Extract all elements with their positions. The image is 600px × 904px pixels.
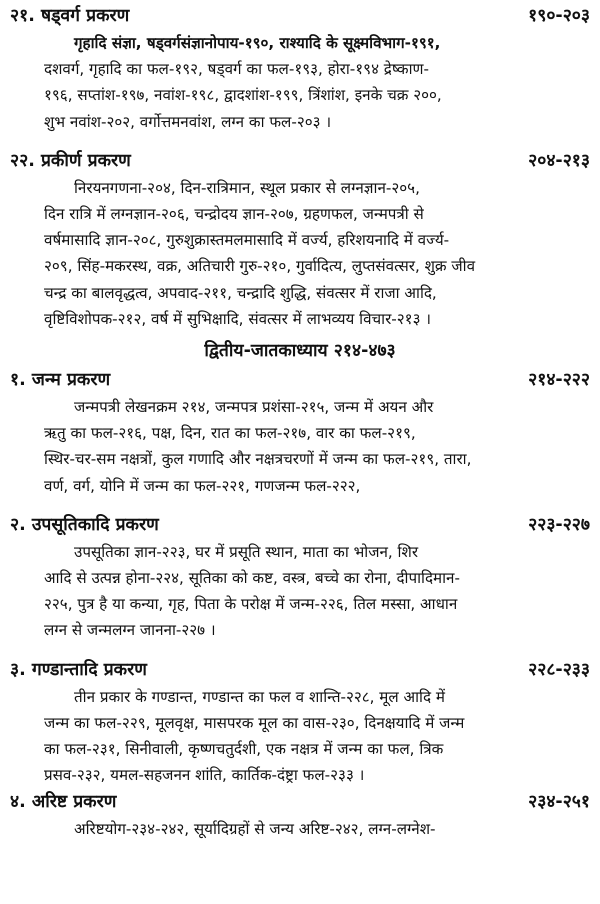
- page-range: २२३-२२७: [528, 514, 590, 535]
- section-text-line: आदि से उत्पन्न होना-२२४, सूतिका को कष्ट, वस्त्र, बच्चे का रोना, दीपादिमान-: [44, 569, 460, 588]
- section-text-line: चन्द्र का बालवृद्धत्व, अपवाद-२११, चन्द्रादि शुद्धि, संवत्सर में राजा आदि,: [44, 283, 437, 302]
- section-title: अरिष्ट प्रकरण: [31, 792, 117, 813]
- page-range: १९०-२०३: [528, 6, 590, 26]
- section-3: [8, 656, 592, 789]
- section-heading: [8, 366, 592, 394]
- section-text-line: उपसूतिका ज्ञान-२२३, घर में प्रसूति स्थान, माता का भोजन, शिर: [74, 542, 419, 561]
- section-heading: [8, 656, 592, 684]
- section-heading: [8, 788, 592, 816]
- section-text-line: गृहादि संज्ञा, षड्वर्गसंज्ञानोपाय-१९०, राश्यादि के सूक्ष्मविभाग-१९१,: [74, 34, 441, 52]
- section-text-line: वृष्टिविशोपक-२१२, वर्ष में सुभिक्षादि, संवत्सर में लाभव्यय विचार-२१३ ।: [44, 309, 432, 328]
- part-heading: द्वितीय-जातकाध्याय २१४-४७३: [204, 341, 396, 362]
- page-range: २३४-२५१: [528, 792, 590, 813]
- section-heading: [8, 511, 592, 539]
- section-text-line: जन्म का फल-२२९, मूलवृक्ष, मासपरक मूल का वास-२३०, दिनक्षयादि में जन्म: [44, 713, 465, 732]
- section-title: जन्म प्रकरण: [31, 370, 111, 391]
- section-text-line: २०९, सिंह-मकरस्थ, वक्र, अतिचारी गुरु-२१०, गुर्वादित्य, लुप्तसंवत्सर, शुक्र जीव: [44, 257, 476, 276]
- section-number: २१.: [10, 6, 35, 26]
- section-heading: [8, 147, 592, 175]
- section-heading: [8, 2, 592, 30]
- section-text-line: निरयनगणना-२०४, दिन-रात्रिमान, स्थूल प्रकार से लग्नज्ञान-२०५,: [74, 178, 420, 197]
- section-text-line: स्थिर-चर-सम नक्षत्रों, कुल गणादि और नक्षत्रचरणों में जन्म का फल-२१९, तारा,: [44, 450, 472, 469]
- page-range: २२८-२३३: [528, 659, 590, 680]
- section-text-line: ऋतु का फल-२१६, पक्ष, दिन, रात का फल-२१७, वार का फल-२१९,: [44, 424, 416, 443]
- section-number: २.: [10, 514, 26, 535]
- page-range: २०४-२१३: [528, 150, 590, 171]
- section-text-line: जन्मपत्री लेखनक्रम २१४, जन्मपत्र प्रशंसा-२१५, जन्म में अयन और: [74, 398, 434, 417]
- section-text-line: २२५, पुत्र है या कन्या, गृह, पिता के परोक्ष में जन्म-२२६, तिल मस्सा, आधान: [44, 595, 458, 614]
- section-title: प्रकीर्ण प्रकरण: [40, 150, 131, 171]
- section-text-line: अरिष्टयोग-२३४-२४२, सूर्यादिग्रहों से जन्य अरिष्ट-२४२, लग्न-लग्नेश-: [74, 820, 436, 839]
- section-text-line: दिन रात्रि में लग्नज्ञान-२०६, चन्द्रोदय ज्ञान-२०७, ग्रहणफल, जन्मपत्री से: [44, 205, 424, 224]
- section-text-line: १९६, सप्तांश-१९७, नवांश-१९८, द्वादशांश-१९९, त्रिंशांश, इनके चक्र २००,: [44, 86, 442, 105]
- section-text-line: लग्न से जन्मलग्न जानना-२२७ ।: [44, 621, 216, 640]
- section-number: ३.: [10, 659, 26, 680]
- section-text-line: वर्षमासादि ज्ञान-२०८, गुरुशुक्रास्तमलमासादि में वर्ज्य, हरिशयनादि में वर्ज्य-: [44, 231, 450, 250]
- section-number: २२.: [10, 150, 35, 171]
- section-text-line: दशवर्ग, गृहादि का फल-१९२, षड्वर्ग का फल-१९३, होरा-१९४ द्रेष्काण-: [44, 60, 429, 79]
- section-title: गण्डान्तादि प्रकरण: [31, 659, 147, 680]
- section-4: [8, 788, 592, 842]
- page-range: २१४-२२२: [528, 370, 590, 391]
- section-text-line: प्रसव-२३२, यमल-सहजनन शांति, कार्तिक-दंष्ट्रा फल-२३३ ।: [44, 766, 365, 785]
- section-number: १.: [10, 370, 26, 391]
- section-22: [8, 147, 592, 332]
- section-text-line: का फल-२३१, सिनीवाली, कृष्णचतुर्दशी, एक नक्षत्र में जन्म का फल, त्रिक: [44, 740, 444, 759]
- section-text-line: तीन प्रकार के गण्डान्त, गण्डान्त का फल व शान्ति-२२८, मूल आदि में: [74, 687, 445, 706]
- section-text-line: शुभ नवांश-२०२, वर्गोत्तमनवांश, लग्न का फल-२०३ ।: [44, 112, 332, 131]
- section-2: [8, 511, 592, 644]
- section-title: उपसूतिकादि प्रकरण: [31, 514, 159, 535]
- section-number: ४.: [10, 792, 26, 813]
- section-1: [8, 366, 592, 499]
- section-text-line: वर्ण, वर्ग, योनि में जन्म का फल-२२१, गणजन्म फल-२२२,: [44, 476, 361, 495]
- section-21: [8, 2, 592, 135]
- section-title: षड्वर्ग प्रकरण: [40, 6, 130, 26]
